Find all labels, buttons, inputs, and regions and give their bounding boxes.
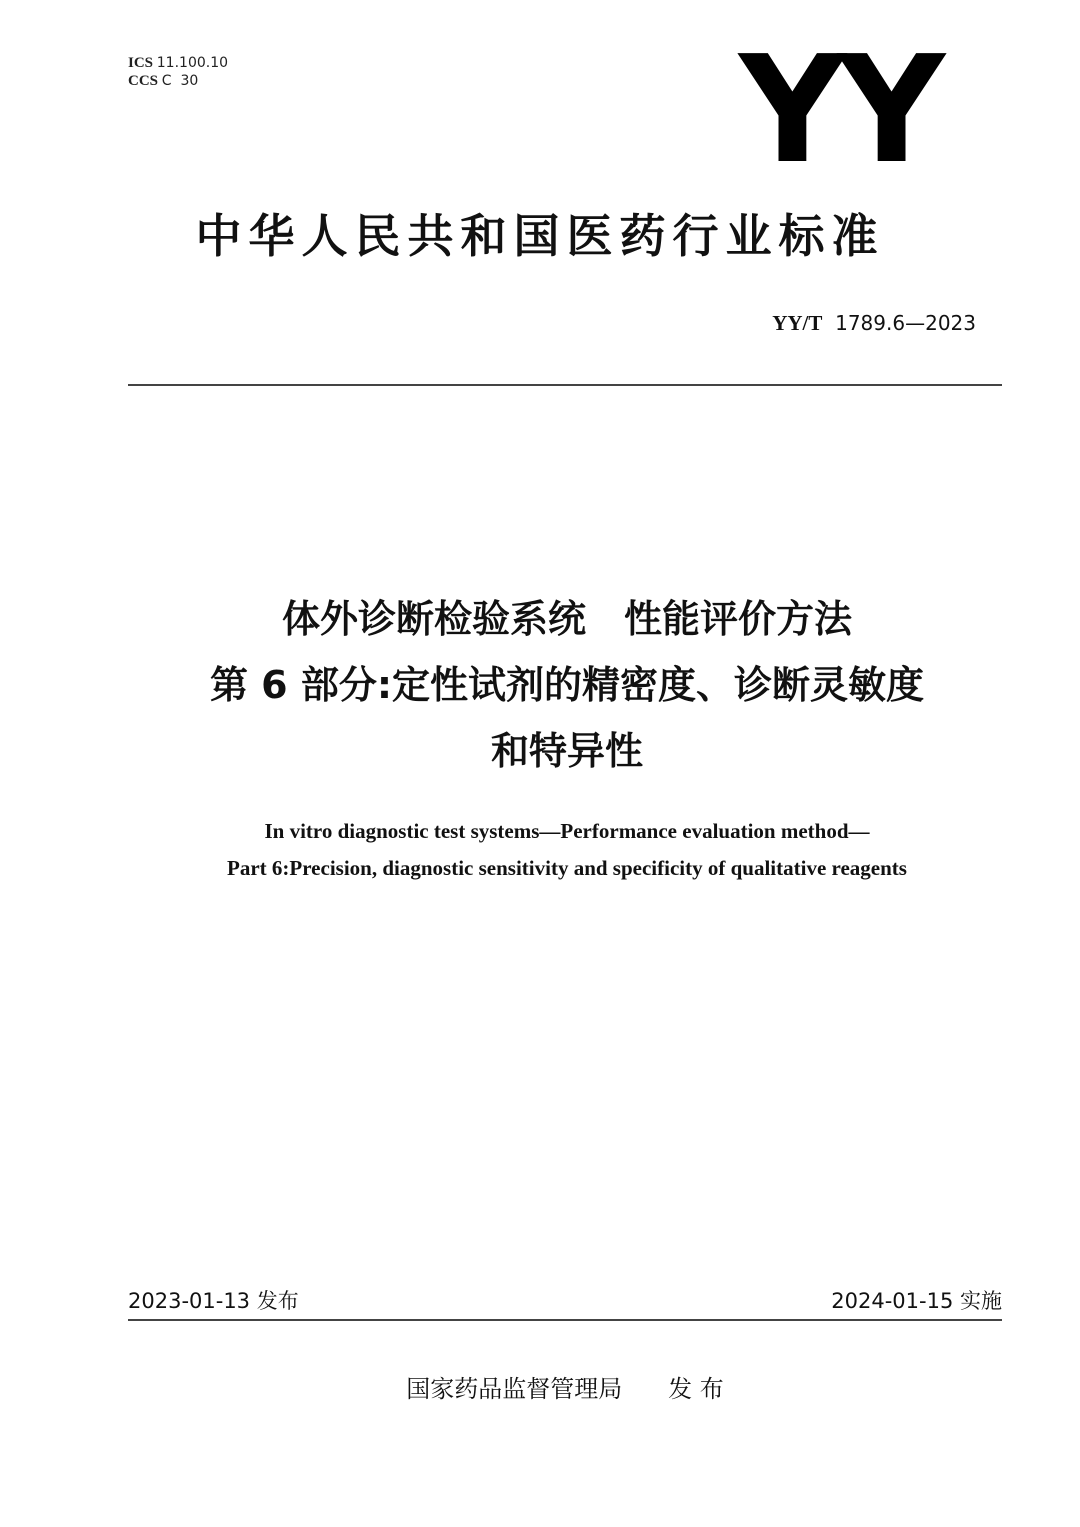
ccs-value: C 30 [161,73,199,89]
ics-label: ICS [128,55,154,71]
standard-number [772,310,976,336]
standard-category: 中华人民共和国医药行业标准 [195,209,885,263]
title-cn-line3: 和特异性 [490,729,643,773]
classification-codes [128,54,228,90]
standard-number-prefix: YY/T [772,311,823,335]
title-cn-line1: 体外诊断检验系统 性能评价方法 [281,597,852,641]
title-en-line1: In vitro diagnostic test systems—Performance evaluation method— [264,819,870,843]
publisher-line [0,1372,1080,1406]
yy-logo: YY [738,24,938,196]
ccs-row [128,72,228,90]
ics-row [128,54,228,72]
title-en-line2: Part 6:Precision, diagnostic sensitivity and specificity of qualitative reagents [227,856,907,880]
publisher-name: 国家药品监督管理局 [406,1375,623,1403]
implement-date: 2024-01-15 实施 [831,1289,1002,1313]
publish-action: 发 布 [668,1375,724,1403]
title-cn-line2: 第 6 部分:定性试剂的精密度、诊断灵敏度 [209,663,925,707]
publish-date: 2023-01-13 发布 [128,1289,299,1313]
bottom-divider [128,1319,1002,1321]
ics-value: 11.100.10 [156,55,229,71]
ccs-label: CCS [128,73,159,89]
standard-number-value: 1789.6—2023 [835,311,976,335]
top-divider [128,384,1002,386]
